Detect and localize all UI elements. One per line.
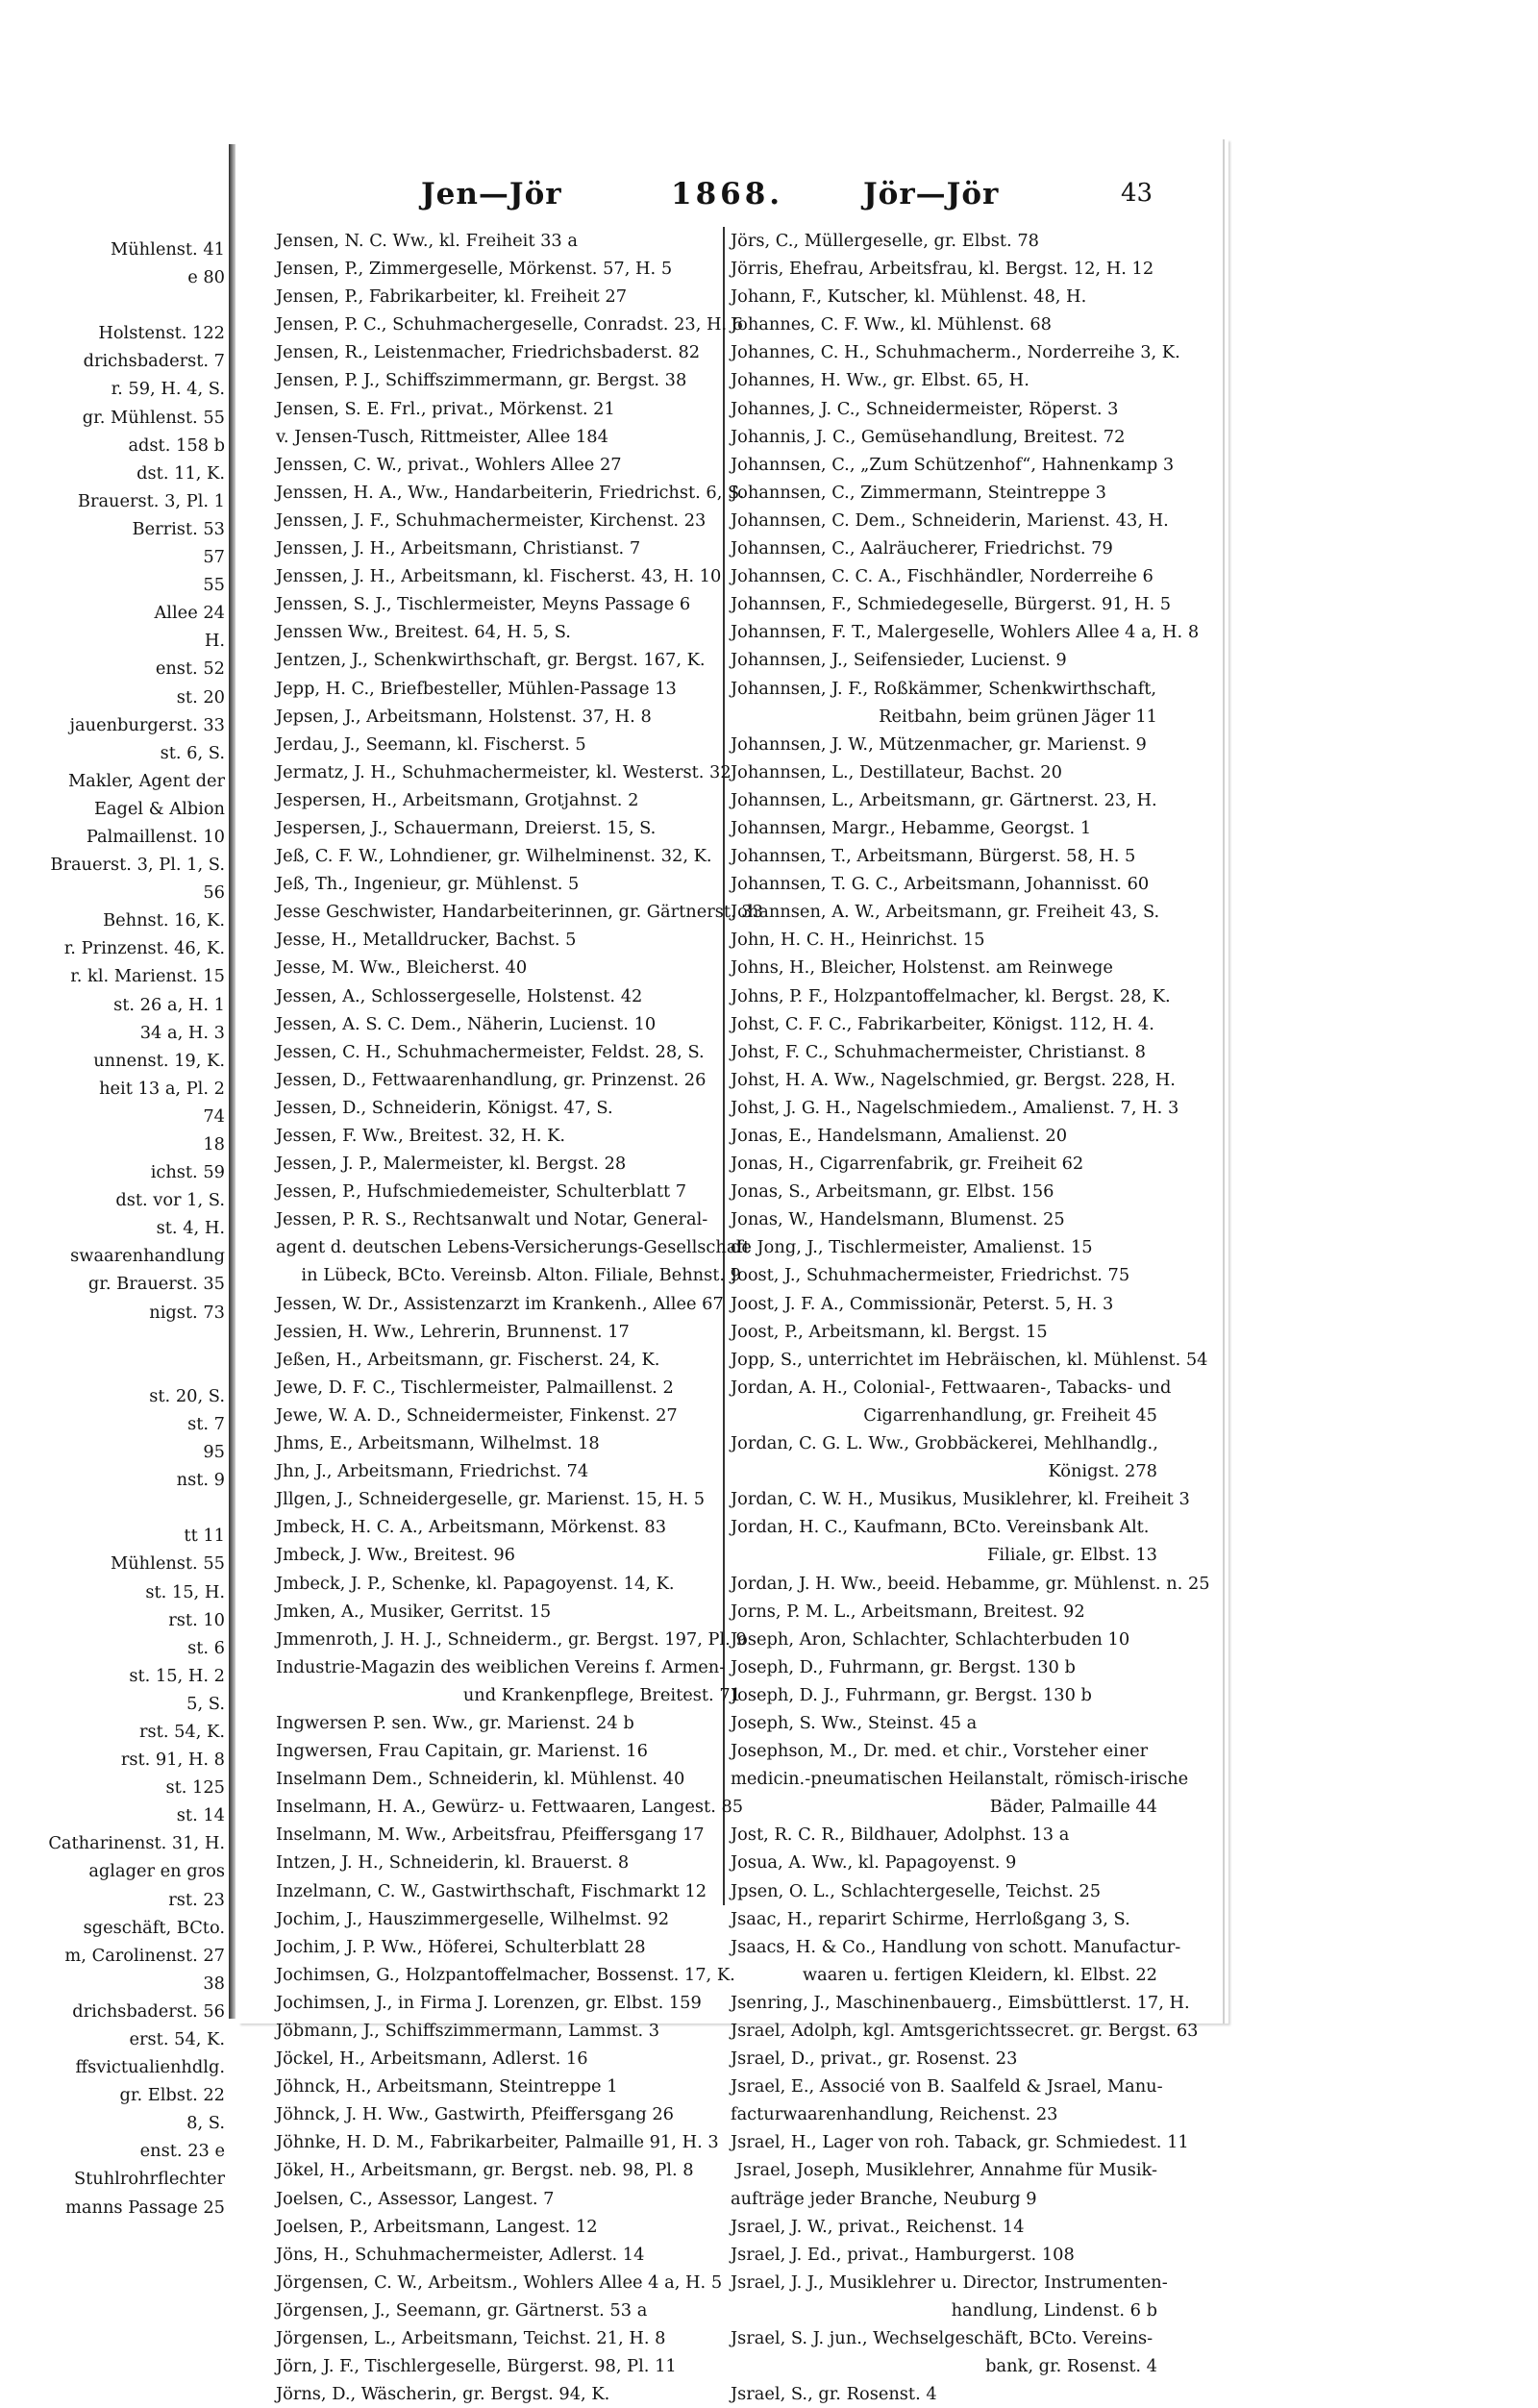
left-page-line: Mühlenst. 55: [111, 1553, 225, 1575]
directory-entry: Industrie-Magazin des weiblichen Vereins f. Armen-: [276, 1656, 726, 1677]
directory-entry: Josephson, M., Dr. med. et chir., Vorsteher einer: [731, 1741, 1149, 1762]
directory-entry: Jordan, C. W. H., Musikus, Musiklehrer, kl. Freiheit 3: [731, 1489, 1190, 1510]
directory-entry: Bäder, Palmaille 44: [989, 1797, 1157, 1818]
left-page-line: sgeschäft, BCto.: [83, 1917, 225, 1938]
directory-entry: Inselmann, H. A., Gewürz- u. Fettwaaren, Langest. 85: [276, 1797, 744, 1818]
directory-entry: Filiale, gr. Elbst. 13: [987, 1545, 1157, 1566]
directory-entry: Johannsen, L., Destillateur, Bachst. 20: [731, 761, 1062, 782]
directory-entry: Jeßen, H., Arbeitsmann, gr. Fischerst. 24, K.: [276, 1349, 660, 1370]
directory-entry: Jmbeck, J. P., Schenke, kl. Papagoyenst. 14, K.: [276, 1573, 675, 1594]
directory-entry: Joseph, D. J., Fuhrmann, gr. Bergst. 130 b: [731, 1684, 1092, 1705]
directory-entry: Jsrael, E., Associé von B. Saalfeld & Jsrael, Manu-: [731, 2076, 1163, 2098]
directory-entry: Königst. 278: [1048, 1461, 1157, 1482]
left-page-line: st. 20: [176, 686, 225, 708]
left-page-line: [0, 1494, 225, 1522]
directory-entry: Jonas, E., Handelsmann, Amalienst. 20: [731, 1126, 1068, 1146]
directory-entry: Jllgen, J., Schneidergeselle, gr. Marienst. 15, H. 5: [276, 1489, 706, 1510]
directory-entry: Jessen, J. P., Malermeister, kl. Bergst. 28: [276, 1154, 627, 1175]
left-page-line: gr. Brauerst. 35: [87, 1274, 225, 1295]
directory-entry: Jöns, H., Schuhmachermeister, Adlerst. 14: [276, 2244, 645, 2265]
directory-entry: Jewe, D. F. C., Tischlermeister, Palmaillenst. 2: [276, 1377, 674, 1398]
left-page-line: rst. 23: [168, 1889, 225, 1910]
left-page-line: [0, 1327, 225, 1354]
directory-entry: Jöbmann, J., Schiffszimmermann, Lammst. 3: [276, 2021, 660, 2041]
directory-entry: Johannsen, F. T., Malergeselle, Wohlers Allee 4 a, H. 8: [731, 622, 1200, 643]
left-page-line: 55: [203, 575, 225, 596]
directory-entry: bank, gr. Rosenst. 4: [985, 2356, 1157, 2377]
directory-entry: Johannis, J. C., Gemüsehandlung, Breitest. 72: [731, 426, 1126, 447]
directory-entry: Johst, C. F. C., Fabrikarbeiter, Königst. 112, H. 4.: [731, 1013, 1154, 1034]
header-left-keyword: Jen—Jör: [421, 177, 562, 211]
directory-entry: Jsaacs, H. & Co., Handlung von schott. Manufactur-: [731, 1936, 1181, 1957]
directory-entry: Jörgensen, J., Seemann, gr. Gärtnerst. 53 a: [276, 2299, 648, 2321]
left-page-line: r. Prinzenst. 46, K.: [63, 938, 225, 959]
directory-entry: Jepsen, J., Arbeitsmann, Holstenst. 37, H. 8: [276, 706, 652, 727]
left-page-line: st. 6, S.: [160, 742, 225, 763]
left-page-line: ichst. 59: [150, 1162, 225, 1183]
directory-entry: Johns, H., Bleicher, Holstenst. am Reinwege: [731, 957, 1113, 979]
left-page-line: dst. vor 1, S.: [115, 1190, 225, 1211]
left-page-line: st. 26 a, H. 1: [113, 994, 225, 1015]
left-page-line: Berrist. 53: [132, 518, 225, 539]
directory-entry: Jsrael, D., privat., gr. Rosenst. 23: [731, 2048, 1018, 2070]
directory-entry: Jeß, C. F. W., Lohndiener, gr. Wilhelminenst. 32, K.: [276, 846, 712, 867]
directory-entry: Joseph, D., Fuhrmann, gr. Bergst. 130 b: [731, 1656, 1076, 1677]
directory-entry: Inselmann, M. Ww., Arbeitsfrau, Pfeiffersgang 17: [276, 1825, 705, 1846]
left-page-line: 56: [203, 882, 225, 904]
directory-entry: Jsrael, Joseph, Musiklehrer, Annahme für Musik-: [735, 2160, 1157, 2181]
directory-entry: Jonas, S., Arbeitsmann, gr. Elbst. 156: [731, 1181, 1054, 1203]
left-page-line: swaarenhandlung: [70, 1246, 225, 1267]
left-page-line: heit 13 a, Pl. 2: [99, 1078, 225, 1099]
left-page-line: st. 15, H. 2: [129, 1665, 225, 1686]
directory-entry: Johannsen, C. Dem., Schneiderin, Marienst. 43, H.: [731, 509, 1169, 531]
directory-entry: Jepp, H. C., Briefbesteller, Mühlen-Passage 13: [276, 678, 677, 699]
directory-entry: Jochimsen, G., Holzpantoffelmacher, Bossenst. 17, K.: [276, 1964, 735, 1985]
directory-entry: Johannes, C. F. Ww., kl. Mühlenst. 68: [731, 314, 1052, 335]
left-page-line: Brauerst. 3, Pl. 1: [77, 490, 225, 511]
left-page-line: [0, 291, 225, 319]
directory-entry: Jörris, Ehefrau, Arbeitsfrau, kl. Bergst. 12, H. 12: [731, 259, 1154, 280]
directory-entry: Jesse Geschwister, Handarbeiterinnen, gr. Gärtnerst. 33: [276, 902, 763, 923]
left-page-line: enst. 52: [155, 658, 225, 680]
left-page-line: st. 125: [165, 1777, 225, 1799]
directory-entry: Johannsen, C. C. A., Fischhändler, Norderreihe 6: [731, 566, 1154, 587]
left-page-line: 34 a, H. 3: [139, 1022, 225, 1043]
left-page-line: Mühlenst. 41: [111, 239, 225, 260]
directory-entry: Jmbeck, H. C. A., Arbeitsmann, Mörkenst. 83: [276, 1517, 667, 1538]
directory-entry: Inzelmann, C. W., Gastwirthschaft, Fischmarkt 12: [276, 1880, 707, 1901]
left-page-line: enst. 23 e: [139, 2141, 225, 2162]
directory-entry: Jochimsen, J., in Firma J. Lorenzen, gr. Elbst. 159: [276, 1992, 702, 2013]
directory-entry: Jenssen, J. H., Arbeitsmann, Christianst. 7: [276, 538, 641, 559]
directory-entry: Jessen, P., Hufschmiedemeister, Schulterblatt 7: [276, 1181, 687, 1203]
left-page-line: st. 7: [187, 1413, 225, 1434]
directory-entry: Jenssen, J. H., Arbeitsmann, kl. Fischerst. 43, H. 10: [276, 566, 722, 587]
directory-entry: Jessen, D., Schneiderin, Königst. 47, S.: [276, 1097, 613, 1118]
directory-entry: Jessen, D., Fettwaarenhandlung, gr. Prinzenst. 26: [276, 1069, 707, 1090]
left-page-line: Holstenst. 122: [98, 323, 225, 344]
directory-entry: medicin.-pneumatischen Heilanstalt, römisch-irische: [731, 1769, 1189, 1790]
directory-entry: Johst, J. G. H., Nagelschmiedem., Amalienst. 7, H. 3: [731, 1097, 1179, 1118]
directory-entry: Jöhnck, H., Arbeitsmann, Steintreppe 1: [276, 2076, 618, 2098]
directory-entry: Jonas, H., Cigarrenfabrik, gr. Freiheit 62: [731, 1154, 1084, 1175]
directory-entry: Jessen, W. Dr., Assistenzarzt im Krankenh., Allee 67: [276, 1293, 724, 1314]
directory-column-right: [731, 227, 1210, 2408]
directory-entry: Jhn, J., Arbeitsmann, Friedrichst. 74: [276, 1461, 589, 1482]
left-page-line: 95: [203, 1442, 225, 1463]
left-page-line: H.: [204, 631, 225, 652]
left-page-line: 38: [203, 1973, 225, 1994]
directory-entry: Jewe, W. A. D., Schneidermeister, Finkenst. 27: [276, 1404, 678, 1426]
left-page-line: Eagel & Albion: [93, 798, 225, 819]
directory-entry: Jörgensen, L., Arbeitsmann, Teichst. 21, H. 8: [276, 2328, 666, 2349]
left-page-line: adst. 158 b: [128, 434, 225, 456]
directory-entry: Johannsen, A. W., Arbeitsmann, gr. Freiheit 43, S.: [731, 902, 1160, 923]
left-page-line: st. 20, S.: [149, 1385, 225, 1406]
directory-entry: Reitbahn, beim grünen Jäger 11: [879, 706, 1157, 727]
book-gutter: [229, 144, 236, 2019]
directory-entry: agent d. deutschen Lebens-Versicherungs-Gesellschaft: [276, 1237, 751, 1258]
left-page-line: nst. 9: [176, 1470, 225, 1491]
directory-entry: Jensen, S. E. Frl., privat., Mörkenst. 21: [276, 398, 615, 419]
directory-entry: Joost, J. F. A., Commissionär, Peterst. 5, H. 3: [731, 1293, 1114, 1314]
directory-entry: Jsrael, Adolph, kgl. Amtsgerichtssecret. gr. Bergst. 63: [731, 2021, 1199, 2041]
directory-entry: Jespersen, J., Schauermann, Dreierst. 15, S.: [276, 817, 657, 838]
left-page-line: r. kl. Marienst. 15: [70, 966, 225, 987]
directory-entry: Johann, F., Kutscher, kl. Mühlenst. 48, H.: [731, 286, 1087, 308]
directory-entry: Joelsen, C., Assessor, Langest. 7: [276, 2188, 555, 2209]
directory-entry: Jsrael, H., Lager von roh. Taback, gr. Schmiedest. 11: [731, 2132, 1189, 2153]
directory-entry: Jorns, P. M. L., Arbeitsmann, Breitest. 92: [731, 1601, 1085, 1622]
left-page-line: nigst. 73: [149, 1302, 225, 1323]
left-page-line: ffsvictualienhdlg.: [75, 2057, 225, 2078]
directory-entry: waaren u. fertigen Kleidern, kl. Elbst. 22: [802, 1964, 1157, 1985]
left-page-line: Brauerst. 3, Pl. 1, S.: [50, 855, 225, 876]
directory-entry: Inselmann Dem., Schneiderin, kl. Mühlenst. 40: [276, 1769, 685, 1790]
directory-entry: Jsrael, S. J. jun., Wechselgeschäft, BCto. Vereins-: [731, 2328, 1154, 2349]
directory-entry: Jesse, H., Metalldrucker, Bachst. 5: [276, 930, 577, 951]
directory-entry: Josua, A. Ww., kl. Papagoyenst. 9: [731, 1852, 1017, 1874]
left-page-line: 5, S.: [186, 1693, 225, 1714]
left-page-line: erst. 54, K.: [129, 2029, 225, 2049]
left-page-line: Stuhlrohrflechter: [73, 2169, 225, 2190]
directory-entry: Jentzen, J., Schenkwirthschaft, gr. Bergst. 167, K.: [276, 650, 706, 671]
left-page-line: 57: [203, 547, 225, 568]
left-page-line: st. 6: [187, 1637, 225, 1658]
directory-entry: Johannsen, Margr., Hebamme, Georgst. 1: [731, 817, 1092, 838]
left-page-fragment: [0, 139, 225, 2218]
directory-entry: Jensen, N. C. Ww., kl. Freiheit 33 a: [276, 231, 579, 251]
directory-entry: Johannsen, L., Arbeitsmann, gr. Gärtnerst. 23, H.: [731, 789, 1157, 810]
directory-entry: Jörns, D., Wäscherin, gr. Bergst. 94, K.: [276, 2384, 610, 2405]
left-page-line: 18: [203, 1134, 225, 1154]
directory-entry: Jensen, P., Zimmergeselle, Mörkenst. 57, H. 5: [276, 259, 673, 280]
directory-entry: Jenssen, J. F., Schuhmachermeister, Kirchenst. 23: [276, 509, 707, 531]
left-page-line: Behnst. 16, K.: [103, 910, 225, 931]
directory-entry: Johannsen, J. F., Roßkämmer, Schenkwirthschaft,: [731, 678, 1157, 699]
directory-entry: Jsrael, J. W., privat., Reichenst. 14: [731, 2216, 1025, 2237]
directory-entry: Jörs, C., Müllergeselle, gr. Elbst. 78: [731, 231, 1039, 251]
left-page-line: rst. 10: [168, 1609, 225, 1630]
directory-entry: Johannsen, C., Aalräucherer, Friedrichst. 79: [731, 538, 1113, 559]
directory-entry: Jochim, J., Hauszimmergeselle, Wilhelmst. 92: [276, 1908, 670, 1929]
directory-entry: Johannsen, T. G. C., Arbeitsmann, Johannisst. 60: [731, 874, 1150, 895]
directory-entry: de Jong, J., Tischlermeister, Amalienst. 15: [731, 1237, 1093, 1258]
directory-entry: Jöhnck, J. H. Ww., Gastwirth, Pfeiffersgang 26: [276, 2104, 674, 2125]
left-page-line: gr. Elbst. 22: [119, 2085, 225, 2106]
directory-entry: Jsrael, J. Ed., privat., Hamburgerst. 108: [731, 2244, 1075, 2265]
directory-entry: Jmmenroth, J. H. J., Schneiderm., gr. Bergst. 197, Pl. 9: [276, 1628, 747, 1650]
left-page-line: Palmaillenst. 10: [86, 826, 225, 847]
directory-entry: facturwaarenhandlung, Reichenst. 23: [731, 2104, 1058, 2125]
directory-entry: Jessen, P. R. S., Rechtsanwalt und Notar, General-: [276, 1209, 708, 1230]
directory-entry: Johns, P. F., Holzpantoffelmacher, kl. Bergst. 28, K.: [731, 985, 1171, 1006]
directory-entry: Johst, H. A. Ww., Nagelschmied, gr. Bergst. 228, H.: [731, 1069, 1176, 1090]
directory-entry: Jsaac, H., reparirt Schirme, Herrloßgang 3, S.: [731, 1908, 1130, 1929]
left-page-line: rst. 91, H. 8: [120, 1750, 225, 1771]
left-page-line: m, Carolinenst. 27: [64, 1945, 225, 1966]
directory-entry: Jopp, S., unterrichtet im Hebräischen, kl. Mühlenst. 54: [731, 1349, 1208, 1370]
left-page-line: drichsbaderst. 56: [72, 2000, 225, 2022]
directory-entry: Jsenring, J., Maschinenbauerg., Eimsbüttlerst. 17, H.: [731, 1992, 1190, 2013]
directory-entry: Jochim, J. P. Ww., Höferei, Schulterblatt 28: [276, 1936, 646, 1957]
directory-entry: Jessen, F. Ww., Breitest. 32, H. K.: [276, 1126, 566, 1146]
left-page-line: unnenst. 19, K.: [93, 1050, 225, 1071]
directory-entry: v. Jensen-Tusch, Rittmeister, Allee 184: [276, 426, 608, 447]
directory-entry: Ingwersen P. sen. Ww., gr. Marienst. 24 b: [276, 1712, 634, 1733]
directory-entry: Johannsen, C., „Zum Schützenhof“, Hahnenkamp 3: [731, 454, 1175, 475]
directory-entry: Johannsen, J., Seifensieder, Lucienst. 9: [731, 650, 1067, 671]
directory-entry: Jessen, C. H., Schuhmachermeister, Feldst. 28, S.: [276, 1041, 705, 1062]
left-page-line: Makler, Agent der: [67, 770, 225, 791]
directory-entry: Jpsen, O. L., Schlachtergeselle, Teichst. 25: [731, 1880, 1102, 1901]
directory-entry: Jordan, H. C., Kaufmann, BCto. Vereinsbank Alt.: [731, 1517, 1150, 1538]
directory-entry: Joost, P., Arbeitsmann, kl. Bergst. 15: [731, 1321, 1048, 1342]
directory-entry: in Lübeck, BCto. Vereinsb. Alton. Filiale, Behnst. 9: [301, 1265, 741, 1286]
directory-entry: Jessien, H. Ww., Lehrerin, Brunnenst. 17: [276, 1321, 630, 1342]
directory-entry: Jordan, A. H., Colonial-, Fettwaaren-, Tabacks- und: [731, 1377, 1172, 1398]
directory-entry: Jensen, P. C., Schuhmachergeselle, Conradst. 23, H. 6: [276, 314, 744, 335]
directory-entry: Johannsen, F., Schmiedegeselle, Bürgerst. 91, H. 5: [731, 594, 1172, 615]
header-year: 1868.: [671, 177, 784, 211]
page-number: 43: [1121, 179, 1154, 208]
directory-entry: Joseph, Aron, Schlachter, Schlachterbuden 10: [731, 1628, 1130, 1650]
left-page-line: rst. 54, K.: [139, 1721, 225, 1742]
directory-entry: Jordan, J. H. Ww., beeid. Hebamme, gr. Mühlenst. n. 25: [731, 1573, 1210, 1594]
left-page-text-column: [0, 236, 225, 2222]
directory-entry: Jost, R. C. R., Bildhauer, Adolphst. 13 a: [731, 1825, 1070, 1846]
directory-entry: Jmken, A., Musiker, Gerritst. 15: [276, 1601, 552, 1622]
directory-entry: Johst, F. C., Schuhmachermeister, Christianst. 8: [731, 1041, 1146, 1062]
left-page-line: jauenburgerst. 33: [69, 714, 225, 735]
page-edge: [1223, 139, 1225, 2023]
directory-entry: Jonas, W., Handelsmann, Blumenst. 25: [731, 1209, 1065, 1230]
left-page-line: tt 11: [184, 1526, 225, 1547]
directory-entry: Johannsen, C., Zimmermann, Steintreppe 3: [731, 482, 1106, 503]
directory-entry: Ingwersen, Frau Capitain, gr. Marienst. 16: [276, 1741, 648, 1762]
directory-entry: aufträge jeder Branche, Neuburg 9: [731, 2188, 1037, 2209]
directory-entry: Jörn, J. F., Tischlergeselle, Bürgerst. 98, Pl. 11: [276, 2356, 677, 2377]
left-page-line: st. 14: [176, 1805, 225, 1826]
left-page-line: Allee 24: [154, 603, 225, 624]
directory-entry: Johannes, H. Ww., gr. Elbst. 65, H.: [731, 370, 1029, 391]
directory-entry: Jessen, A., Schlossergeselle, Holstenst. 42: [276, 985, 643, 1006]
directory-entry: Jordan, C. G. L. Ww., Grobbäckerei, Mehlhandlg.,: [731, 1433, 1158, 1454]
directory-entry: Johannes, C. H., Schuhmacherm., Norderreihe 3, K.: [731, 342, 1180, 363]
directory-entry: Jöckel, H., Arbeitsmann, Adlerst. 16: [276, 2048, 588, 2070]
directory-entry: Jesse, M. Ww., Bleicherst. 40: [276, 957, 528, 979]
left-page-line: Catharinenst. 31, H.: [48, 1833, 225, 1854]
directory-entry: Jermatz, J. H., Schuhmachermeister, kl. Westerst. 32: [276, 761, 732, 782]
directory-entry: Jenssen Ww., Breitest. 64, H. 5, S.: [276, 622, 571, 643]
directory-entry: Jenssen, C. W., privat., Wohlers Allee 27: [276, 454, 622, 475]
left-page-line: 74: [203, 1105, 225, 1127]
header-right-keyword: Jör—Jör: [863, 177, 1000, 211]
directory-entry: und Krankenpflege, Breitest. 71: [462, 1684, 741, 1705]
directory-entry: Jessen, A. S. C. Dem., Näherin, Lucienst. 10: [276, 1013, 657, 1034]
directory-entry: Jökel, H., Arbeitsmann, gr. Bergst. neb. 98, Pl. 8: [276, 2160, 694, 2181]
directory-entry: Cigarrenhandlung, gr. Freiheit 45: [863, 1404, 1157, 1426]
directory-entry: Jenssen, H. A., Ww., Handarbeiterin, Friedrichst. 6, S.: [276, 482, 745, 503]
directory-entry: Jöhnke, H. D. M., Fabrikarbeiter, Palmaille 91, H. 3: [276, 2132, 719, 2153]
directory-entry: Jensen, P. J., Schiffszimmermann, gr. Bergst. 38: [276, 370, 687, 391]
directory-entry: Joelsen, P., Arbeitsmann, Langest. 12: [276, 2216, 598, 2237]
page-header: [238, 177, 1200, 215]
directory-entry: Jeß, Th., Ingenieur, gr. Mühlenst. 5: [276, 874, 580, 895]
directory-entry: Johannes, J. C., Schneidermeister, Röperst. 3: [731, 398, 1119, 419]
left-page-line: [0, 1354, 225, 1382]
directory-entry: Johannsen, J. W., Mützenmacher, gr. Marienst. 9: [731, 733, 1147, 755]
directory-column-left: [276, 227, 763, 2408]
left-page-line: e 80: [187, 267, 225, 288]
left-page-line: st. 15, H.: [145, 1581, 225, 1602]
directory-entry: Jensen, P., Fabrikarbeiter, kl. Freiheit 27: [276, 286, 628, 308]
directory-entry: Jerdau, J., Seemann, kl. Fischerst. 5: [276, 733, 586, 755]
left-page-line: dst. 11, K.: [136, 462, 225, 484]
directory-entry: Jhms, E., Arbeitsmann, Wilhelmst. 18: [276, 1433, 600, 1454]
left-page-line: r. 59, H. 4, S.: [111, 379, 225, 400]
directory-entry: Jenssen, S. J., Tischlermeister, Meyns Passage 6: [276, 594, 691, 615]
directory-entry: handlung, Lindenst. 6 b: [951, 2299, 1157, 2321]
left-page-line: drichsbaderst. 7: [83, 351, 225, 372]
left-page-line: st. 4, H.: [156, 1218, 225, 1239]
left-page-line: aglager en gros: [88, 1861, 225, 1882]
directory-entry: Jörgensen, C. W., Arbeitsm., Wohlers Allee 4 a, H. 5: [276, 2271, 723, 2293]
directory-entry: Joost, J., Schuhmachermeister, Friedrichst. 75: [731, 1265, 1130, 1286]
directory-entry: Intzen, J. H., Schneiderin, kl. Brauerst. 8: [276, 1852, 630, 1874]
left-page-line: manns Passage 25: [65, 2197, 225, 2218]
directory-entry: Johannsen, T., Arbeitsmann, Bürgerst. 58, H. 5: [731, 846, 1136, 867]
directory-entry: Jensen, R., Leistenmacher, Friedrichsbaderst. 82: [276, 342, 701, 363]
directory-entry: Jsrael, J. J., Musiklehrer u. Director, Instrumenten-: [731, 2271, 1168, 2293]
directory-entry: Jespersen, H., Arbeitsmann, Grotjahnst. 2: [276, 789, 639, 810]
directory-entry: Jmbeck, J. Ww., Breitest. 96: [276, 1545, 515, 1566]
directory-entry: John, H. C. H., Heinrichst. 15: [731, 930, 985, 951]
directory-entry: Jsrael, S., gr. Rosenst. 4: [731, 2384, 937, 2405]
left-page-line: gr. Mühlenst. 55: [82, 407, 225, 428]
directory-entry: Joseph, S. Ww., Steinst. 45 a: [731, 1712, 978, 1733]
left-page-line: 8, S.: [186, 2113, 225, 2134]
